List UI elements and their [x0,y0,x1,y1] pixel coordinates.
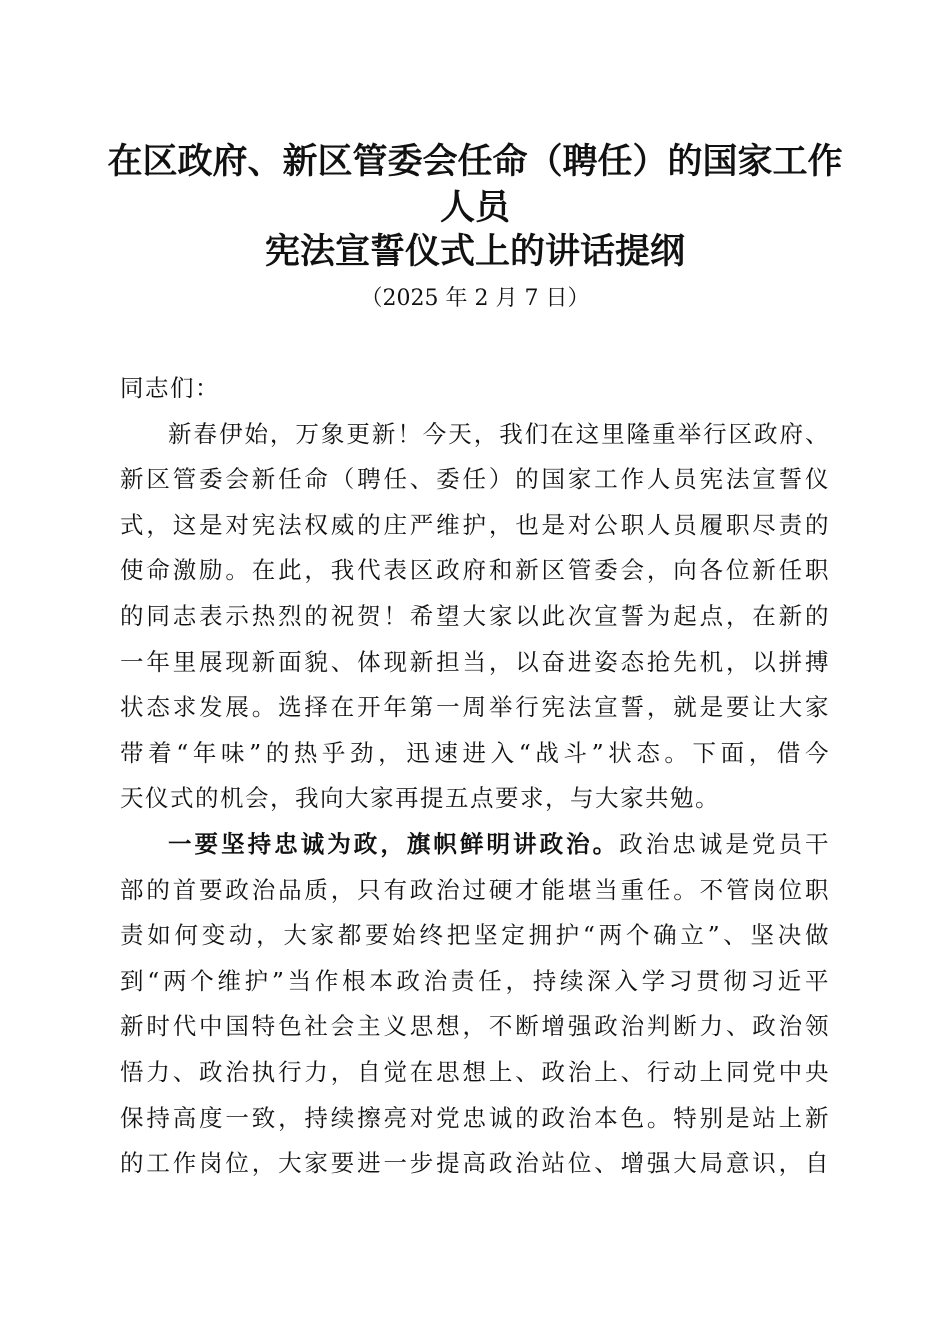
paragraph-line: 新时代中国特色社会主义思想，不断增强政治判断力、政治领 [120,1012,830,1041]
paragraph-line-rest: 政治忠诚是党员干 [619,829,831,858]
title-line-3: 宪法宣誓仪式上的讲话提纲 [264,231,685,272]
paragraph-line: 部的首要政治品质，只有政治过硬才能堪当重任。不管岗位职 [120,875,830,904]
speech-date: （2025 年 2 月 7 日） [360,286,590,311]
paragraph-line: 的工作岗位，大家要进一步提高政治站位、增强大局意识，自 [120,1149,830,1178]
paragraph-line: 天仪式的机会，我向大家再提五点要求，与大家共勉。 [120,784,720,813]
paragraph-line: 到“两个维护”当作根本政治责任，持续深入学习贯彻习近平 [120,966,830,995]
document-body [120,366,830,1187]
salutation: 同志们： [120,374,220,402]
paragraph-line: 使命激励。在此，我代表区政府和新区管委会，向各位新任职 [120,556,830,585]
paragraph-line: 状态求发展。选择在开年第一周举行宪法宣誓，就是要让大家 [120,693,830,722]
paragraph-line: 保持高度一致，持续擦亮对党忠诚的政治本色。特别是站上新 [120,1103,830,1132]
paragraph-2 [120,822,830,1187]
paragraph-line: 新春伊始，万象更新！今天，我们在这里隆重举行区政府、 [168,419,830,448]
paragraph-line: 的同志表示热烈的祝贺！希望大家以此次宣誓为起点，在新的 [120,601,830,630]
section-heading: 一要坚持忠诚为政，旗帜鲜明讲政治。 [168,829,620,858]
paragraph-1 [120,412,830,822]
title-line-2: 人员 [439,187,510,228]
paragraph-line: 式，这是对宪法权威的庄严维护，也是对公职人员履职尽责的 [120,510,830,539]
paragraph-first-line [120,822,830,868]
paragraph-line: 责如何变动，大家都要始终把坚定拥护“两个确立”、坚决做 [120,921,830,950]
paragraph-line: 一年里展现新面貌、体现新担当，以奋进姿态抢先机，以拼搏 [120,647,830,676]
paragraph-line: 新区管委会新任命（聘任、委任）的国家工作人员宪法宣誓仪 [120,465,830,494]
title-line-1: 在区政府、新区管委会任命（聘任）的国家工作 [107,141,843,182]
paragraph-line: 悟力、政治执行力，自觉在思想上、政治上、行动上同党中央 [120,1057,830,1086]
paragraph-line: 带着“年味”的热乎劲，迅速进入“战斗”状态。下面，借今 [120,738,830,767]
